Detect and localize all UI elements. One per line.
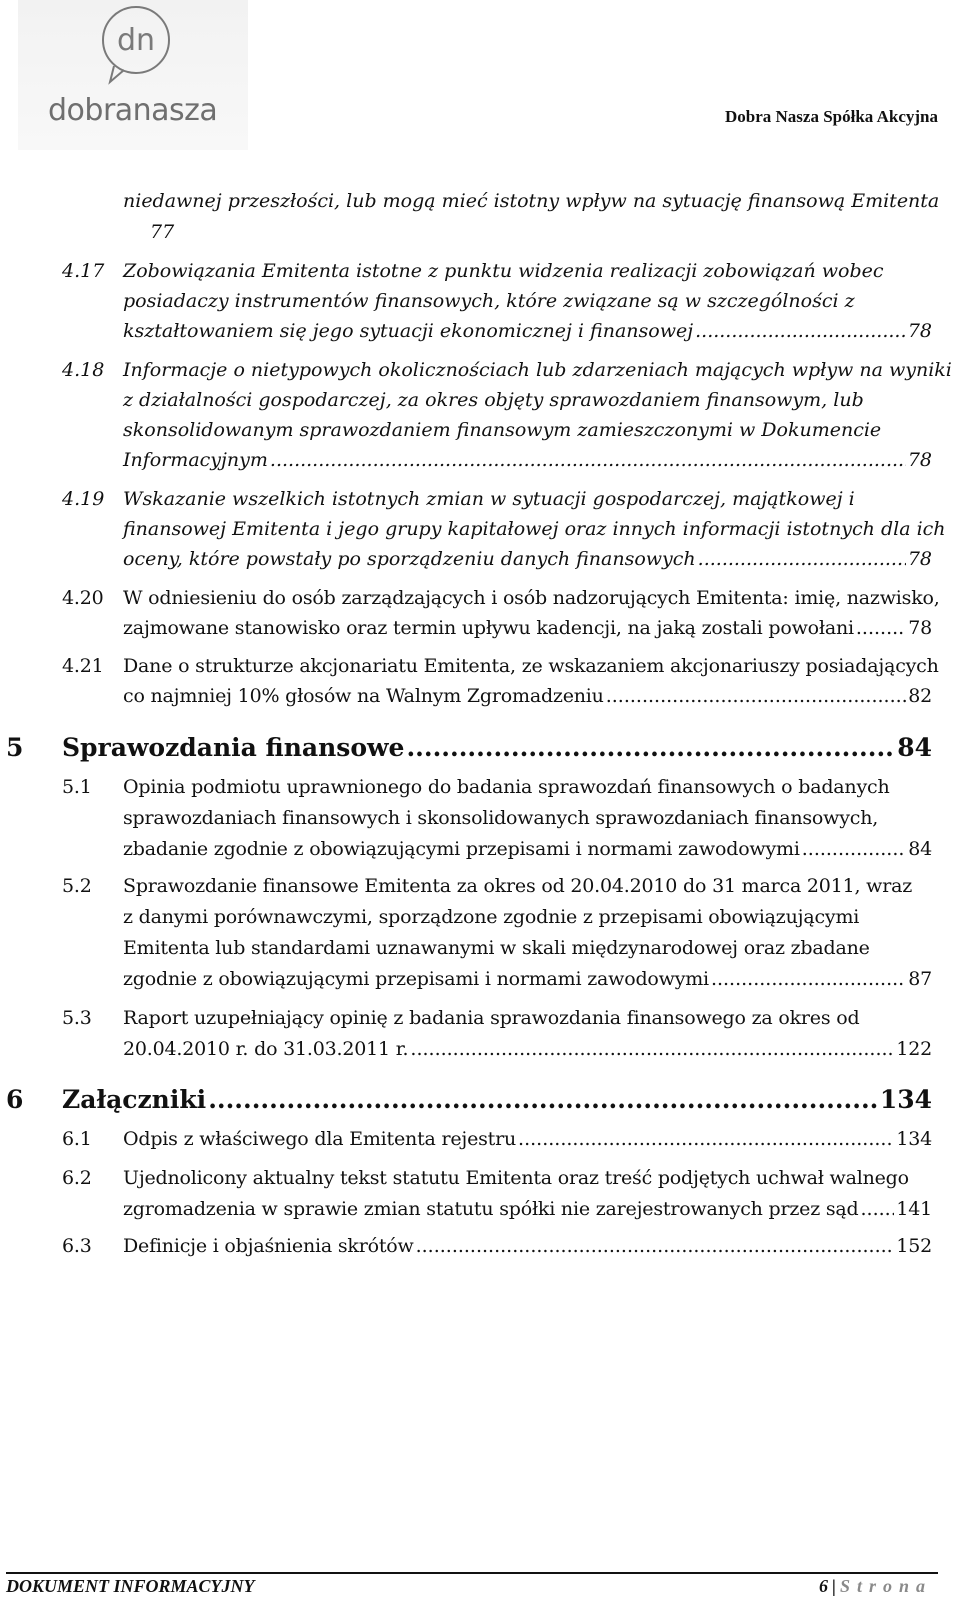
page-number: 6 [819, 1576, 828, 1596]
leader-dots [698, 544, 906, 574]
leader-dots [711, 964, 906, 994]
svg-text:dn: dn [116, 23, 156, 58]
toc-page-number: 78 [908, 617, 932, 639]
company-name: Dobra Nasza Spółka Akcyjna [724, 107, 938, 126]
toc-page-number: 78 [907, 449, 932, 471]
toc-page-number: 84 [897, 733, 932, 762]
toc-page-number: 122 [896, 1038, 932, 1060]
leader-dots [270, 445, 906, 475]
toc-page-number: 141 [896, 1198, 932, 1220]
document-page: dn dobranasza Dobra Nasza Spółka Akcyjna niedawnej przeszłości, lub mogą mieć istotny wpływ na sytuację finansową Emitenta 77 4.17 Zobowiązania Emitenta istotne z punktu widzenia realizacji zobowiązań wobec posiadaczy instrumentów finansowych, które związane są w szczególności z kształtowaniem się jego sytuacji ekonomicznej i finansowej ..... 78 4.18 Informacje o nietypowych okolicznościach lub zdarzeniach mających wpływ na wyniki z działalności gospodarczej, za okres objęty sprawozdaniem finansowym, lub skonsolidowanym sprawozdaniem finansowym zamieszczonymi w Dokumencie Informacyjnym ..... 78 4.19 Wskazanie wszelkich istotnych zmian w sytuacji gospodarczej, majątkowej i finansowej Emitenta i jego grupy kapitałowej oraz innych informacji istotnych dla ich oceny, które powstały po sporządzeniu danych finansowych ..... 78 4.20 W odniesieniu do osób zarządzających i osób nadzorujących Emitenta: imię, nazwisko, zajmowane stanowisko oraz termin upływu kadencji, na jaką zostali powołani ..... 78 4.21 Dane o strukturze akcjonariatu Emitenta, ze wskazaniem akcjonariuszy posiadających co najmniej 10% głosów na Walnym Zgromadzeniu ..... 82 5 Sprawozdania finansowe ..... 84 5.1 Opinia podmiotu uprawnionego do badania sprawozdań finansowych o badanych sprawozdaniach finansowych i skonsolidowanych sprawozdaniach finansowych, zbadanie zgodnie z obowiązującymi przepisami i normami zawodowymi ..... 84 5.2 Sprawozdanie finansowe Emitenta za okres od 20.04.2010 do 31 marca 2011, wraz z danymi porównawczymi, sporządzone zgodnie z przepisami obowiązującymi Emitenta lub standardami uznawanymi w skali międzynarodowej oraz zbadane zgodnie z obowiązującymi przepisami i normami zawodowymi ..... 87 5.3 Raport uzupełniający opinię z badania sprawozdania finansowego za okres od 20.04.2010 r. do 31.03.2011 r. ..... 122 6 Załączniki ..... 134 6.1 Odpis z właściwego dla Emitenta rejestru ..... 134 6.2 Ujednolicony aktualny tekst statutu Emitenta oraz treść podjętych uchwał walnego zgromadzenia w sprawie zmian statutu spółki nie zarejestrowanych przez sąd ..... 141 6.3 Definicje i objaśnienia skrótów ..... 152 DOKUMENT INFORMACYJNY 6 | Strona [0, 0, 960, 1609]
leader-dots [802, 834, 906, 864]
leader-dots [208, 1083, 878, 1117]
leader-dots [410, 1034, 894, 1064]
toc-page-number: 78 [907, 320, 932, 342]
leader-dots [406, 731, 895, 765]
leader-dots [856, 613, 906, 643]
leader-dots [518, 1124, 894, 1154]
leader-dots [861, 1194, 895, 1224]
page-word: Strona [839, 1576, 932, 1596]
leader-dots [416, 1231, 895, 1261]
toc-page-number: 152 [896, 1235, 932, 1257]
leader-dots [695, 316, 906, 346]
toc-page-number: 78 [907, 548, 932, 570]
toc-page-number: 84 [908, 838, 932, 860]
toc-page-number: 82 [908, 685, 932, 707]
svg-text:dobranasza: dobranasza [48, 93, 218, 128]
toc-page-number: 87 [908, 968, 932, 990]
leader-dots [606, 681, 907, 711]
footer-document-title: DOKUMENT INFORMACYJNY [6, 1576, 255, 1596]
toc-page-number: 134 [879, 1085, 932, 1114]
toc-page-number: 134 [896, 1128, 932, 1150]
company-logo [18, 0, 248, 150]
page-separator: | [832, 1576, 836, 1596]
footer-divider [6, 1572, 938, 1574]
footer-page-indicator [819, 1576, 932, 1597]
